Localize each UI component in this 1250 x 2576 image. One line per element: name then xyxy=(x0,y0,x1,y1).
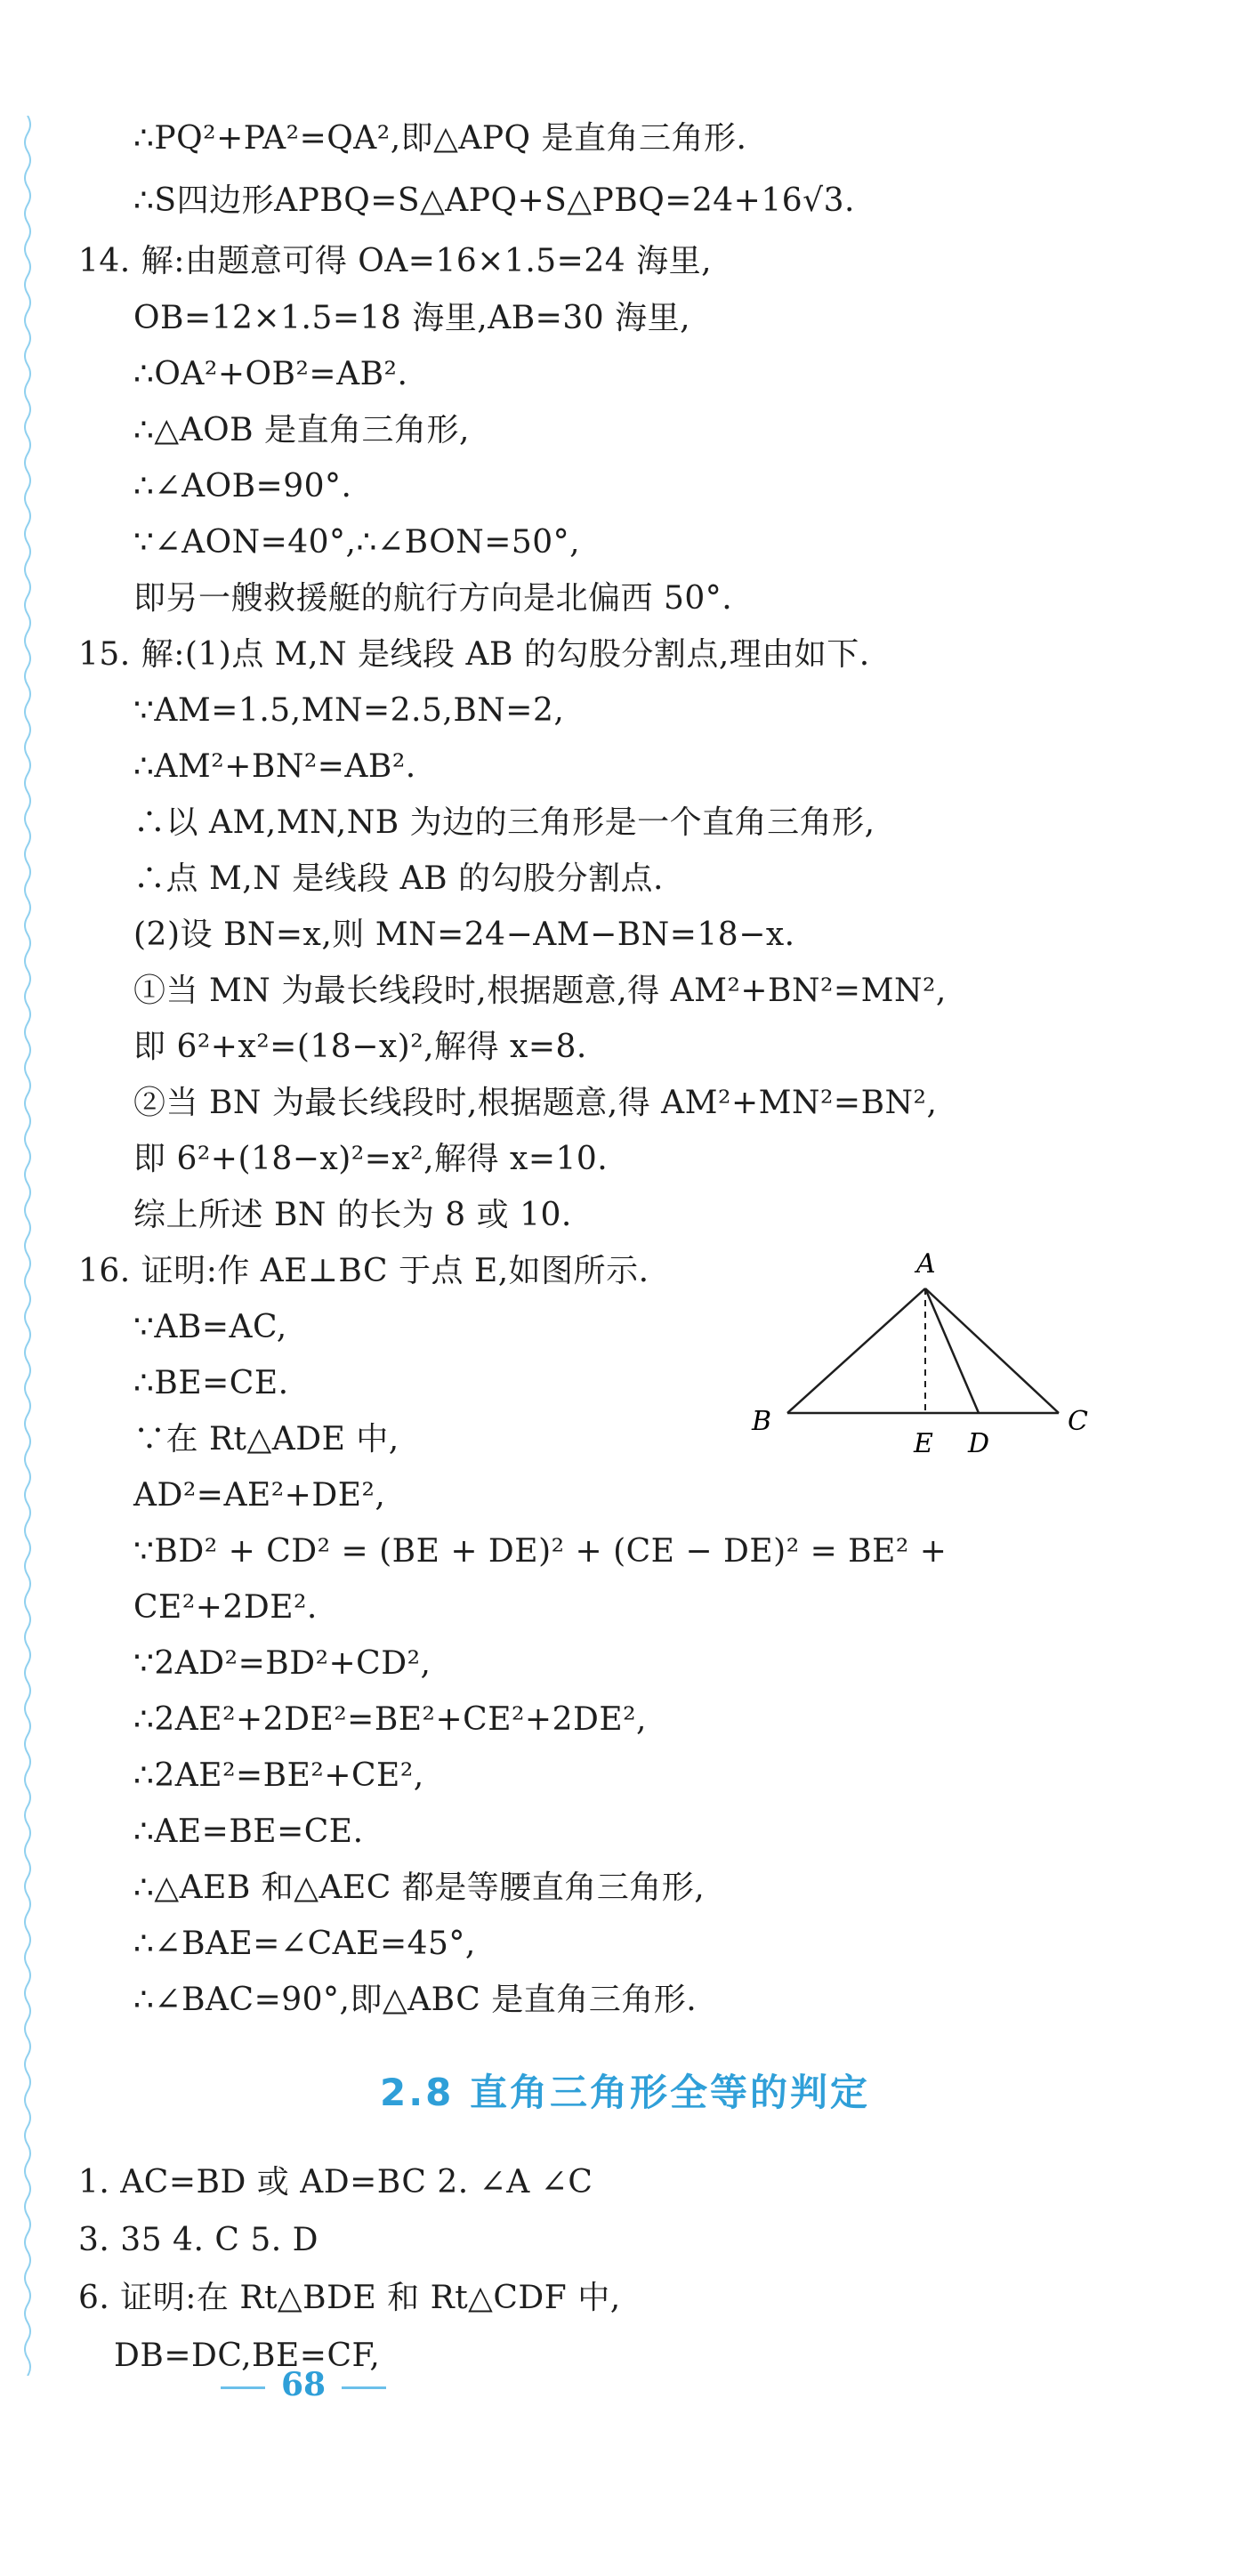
text-line-16: ①当 MN 为最长线段时,根据题意,得 AM²+BN²=MN², xyxy=(133,973,947,1009)
section-line-2: 3. 35 4. C 5. D xyxy=(78,2222,319,2258)
text-line-7: ∴∠AOB=90°. xyxy=(133,468,352,505)
text-line-13: ∴以 AM,MN,NB 为边的三角形是一个直角三角形, xyxy=(133,804,875,841)
segment-AC xyxy=(925,1288,1059,1413)
text-line-17: 即 6²+x²=(18−x)²,解得 x=8. xyxy=(133,1029,587,1065)
text-line-26: ∵BD² + CD² = (BE + DE)² + (CE − DE)² = BE² + xyxy=(133,1533,948,1570)
label-A: A xyxy=(916,1248,936,1280)
section-line-4: DB=DC,BE=CF, xyxy=(114,2338,381,2374)
label-D: D xyxy=(968,1428,990,1459)
text-line-24: ∵在 Rt△ADE 中, xyxy=(133,1421,399,1458)
text-line-9: 即另一艘救援艇的航行方向是北偏西 50°. xyxy=(133,580,733,617)
label-E: E xyxy=(914,1428,933,1459)
text-line-1: ∴PQ²+PA²=QA²,即△APQ 是直角三角形. xyxy=(133,120,747,157)
text-line-30: ∴2AE²=BE²+CE², xyxy=(133,1757,424,1794)
segment-AB xyxy=(787,1288,925,1413)
section-title: 2.8 直角三角形全等的判定 xyxy=(379,2071,871,2114)
text-line-5: ∴OA²+OB²=AB². xyxy=(133,356,408,392)
text-line-6: ∴△AOB 是直角三角形, xyxy=(133,412,470,448)
text-line-2: ∴S四边形APBQ=S△APQ+S△PBQ=24+16√3. xyxy=(133,182,855,219)
section-line-3: 6. 证明:在 Rt△BDE 和 Rt△CDF 中, xyxy=(78,2280,621,2316)
text-line-23: ∴BE=CE. xyxy=(133,1365,289,1401)
text-line-3: 14. 解:由题意可得 OA=16×1.5=24 海里, xyxy=(78,243,713,279)
text-line-10: 15. 解:(1)点 M,N 是线段 AB 的勾股分割点,理由如下. xyxy=(78,636,870,673)
text-line-15: (2)设 BN=x,则 MN=24−AM−BN=18−x. xyxy=(133,917,795,953)
text-line-4: OB=12×1.5=18 海里,AB=30 海里, xyxy=(133,300,691,336)
text-line-8: ∵∠AON=40°,∴∠BON=50°, xyxy=(133,524,581,561)
section-line-1: 1. AC=BD 或 AD=BC 2. ∠A ∠C xyxy=(78,2164,593,2201)
text-line-20: 综上所述 BN 的长为 8 或 10. xyxy=(133,1197,572,1233)
text-line-14: ∴点 M,N 是线段 AB 的勾股分割点. xyxy=(133,860,664,897)
text-line-11: ∵AM=1.5,MN=2.5,BN=2, xyxy=(133,692,565,729)
page-number xyxy=(205,2362,402,2407)
text-line-28: ∵2AD²=BD²+CD², xyxy=(133,1645,431,1682)
text-line-34: ∴∠BAC=90°,即△ABC 是直角三角形. xyxy=(133,1982,698,2018)
text-line-31: ∴AE=BE=CE. xyxy=(133,1813,364,1850)
segment-AD xyxy=(925,1288,979,1413)
text-line-18: ②当 BN 为最长线段时,根据题意,得 AM²+MN²=BN², xyxy=(133,1085,938,1121)
text-line-27: CE²+2DE². xyxy=(133,1589,318,1626)
text-line-32: ∴△AEB 和△AEC 都是等腰直角三角形, xyxy=(133,1869,706,1906)
triangle-figure xyxy=(738,1246,1112,1459)
text-line-19: 即 6²+(18−x)²=x²,解得 x=10. xyxy=(133,1141,609,1177)
label-B: B xyxy=(752,1406,772,1437)
page-dash-right xyxy=(342,2386,386,2389)
text-line-33: ∴∠BAE=∠CAE=45°, xyxy=(133,1926,476,1962)
text-line-22: ∵AB=AC, xyxy=(133,1309,287,1345)
page-dash-left xyxy=(221,2386,265,2389)
text-line-21: 16. 证明:作 AE⊥BC 于点 E,如图所示. xyxy=(78,1253,649,1289)
text-line-12: ∴AM²+BN²=AB². xyxy=(133,748,416,785)
margin-decoration xyxy=(21,116,34,2376)
text-line-25: AD²=AE²+DE², xyxy=(133,1477,386,1514)
label-C: C xyxy=(1068,1406,1088,1437)
text-line-29: ∴2AE²+2DE²=BE²+CE²+2DE², xyxy=(133,1701,647,1738)
page-number-value: 68 xyxy=(281,2366,327,2403)
